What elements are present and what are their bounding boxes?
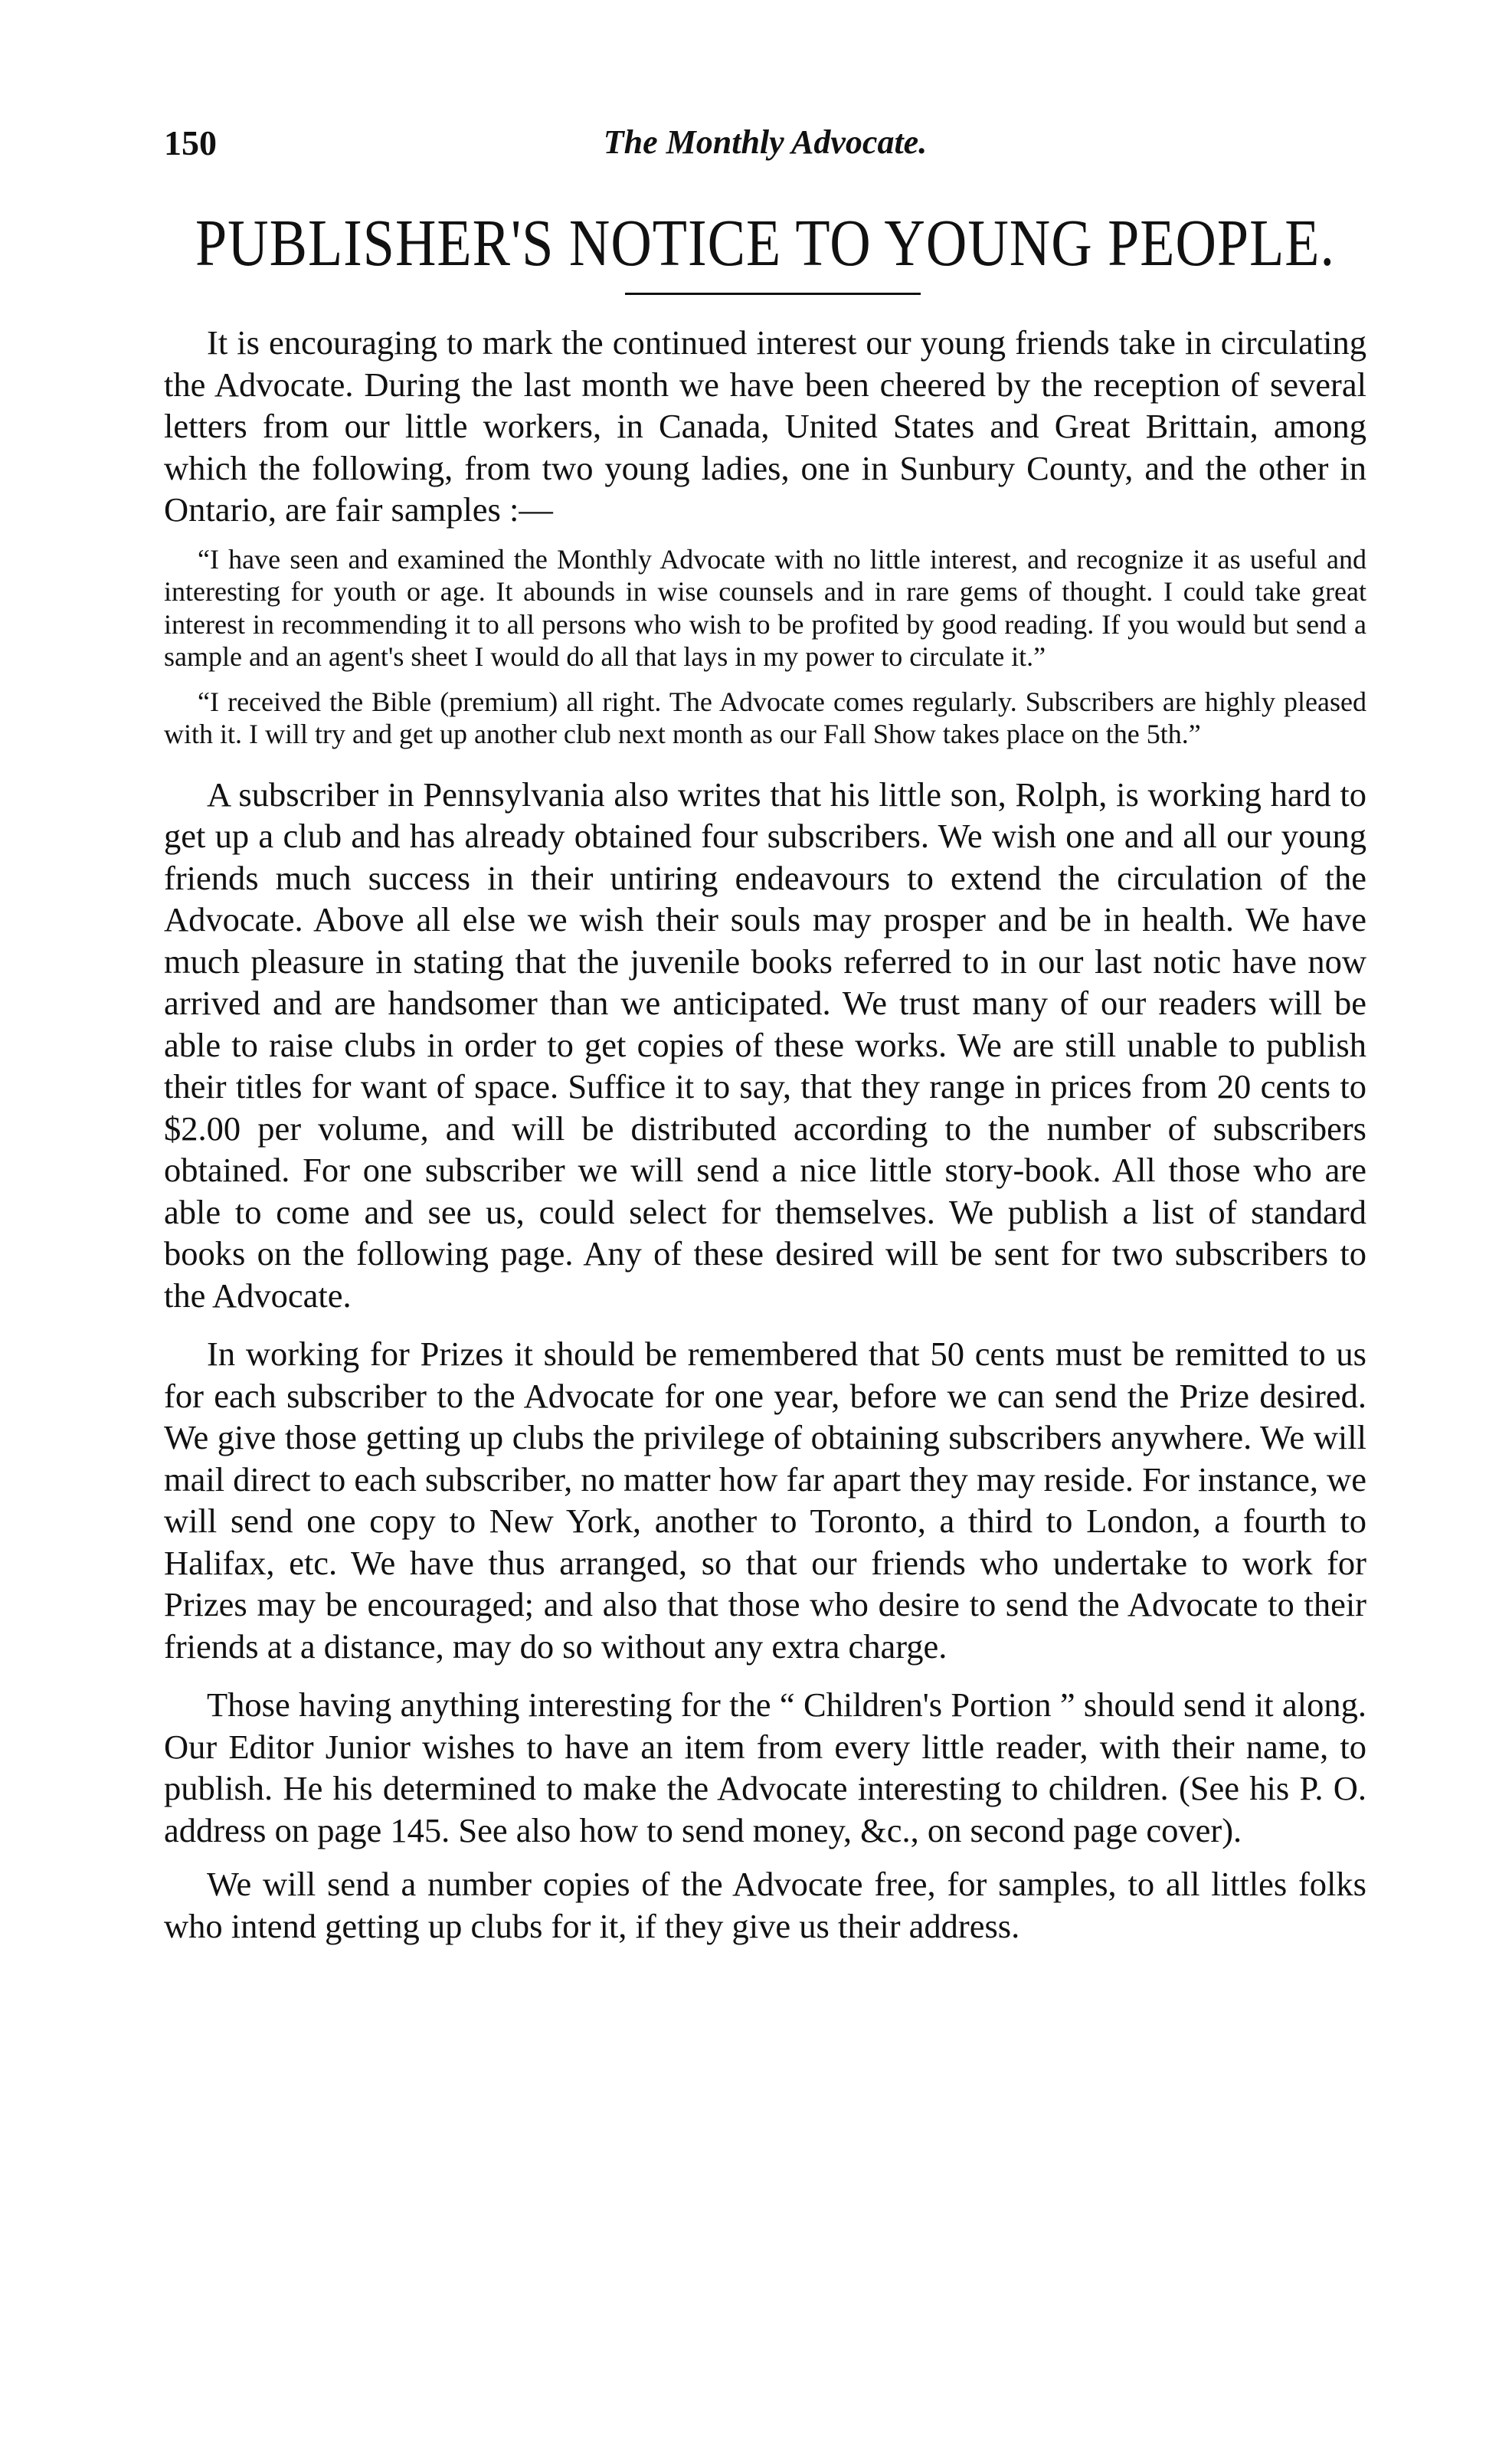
article-body [164,322,1366,1947]
running-head: The Monthly Advocate. [603,123,928,161]
paragraph-prizes: In working for Prizes it should be remembered that 50 cents must be remitted to us for each subscriber to the Advocate for one year, before we can send the Prize desired. We give those getting up clubs the privilege of obtaining subscribers anywhere. We will mail direct to each subscriber, no matter how far apart they may reside. For instance, we will send one copy to New York, another to Toronto, a third to London, a fourth to Halifax, etc. We have thus arranged, so that our friends who undertake to work for Prizes may be encouraged; and also that those who desire to send the Advocate to their friends at a distance, may do so without any extra charge. [164,1335,1366,1666]
paragraph-subscriber: A subscriber in Pennsylvania also writes that his little son, Rolph, is working hard to get up a club and has already obtained four subscribers. We wish one and all our young friends much success in their untiring endeavours to extend the circulation of the Advocate. Above all else we wish their souls may prosper and be in health. We have much pleasure in stating that the juvenile books referred to in our last notic have now arrived and are handsomer than we anticipated. We trust many of our readers will be able to raise clubs in order to get copies of these works. We are still unable to publish their titles for want of space. Suffice it to say, that they range in prices from 20 cents to $2.00 per volume, and will be distributed according to the number of subscribers obtained. For one subscriber we will send a nice little story-book. All those who are able to come and see us, could select for themselves. We publish a list of standard books on the following page. Any of these desired will be sent for two subscribers to the Advocate. [164,775,1366,1315]
quoted-letter-1: “I have seen and examined the Monthly Advocate with no little interest, and recognize it as useful and interesting for youth or age. It abounds in wise counsels and in rare gems of thought. I could take great interest in recommending it to all persons who wish to be profited by good reading. If you would but send a sample and an agent's sheet I would do all that lays in my power to circulate it.” [164,543,1366,672]
page-number: 150 [164,123,217,162]
paragraph-intro: It is encouraging to mark the continued interest our young friends take in circulating the Advocate. During the last month we have been cheered by the reception of several letters from our little workers, in Canada, United States and Great Brittain, among which the following, from two young ladies, one in Sunbury County, and the other in Ontario, are fair samples :— [164,323,1366,529]
article-title: PUBLISHER'S NOTICE TO YOUNG PEOPLE. [195,206,1335,280]
page-header [164,123,1366,169]
title-rule [625,293,921,295]
paragraph-childrens-portion: Those having anything interesting for the “ Children's Portion ” should send it along. Our Editor Junior wishes to have an item from every little reader, with their name, to publish. He his determined to make the Advocate interesting to children. (See his P. O. address on page 145. See also how to send money, &c., on second page cover). [164,1685,1366,1849]
paragraph-samples: We will send a number copies of the Advocate free, for samples, to all littles folks who intend getting up clubs for it, if they give us their address. [164,1865,1366,1945]
quoted-letter-2: “I received the Bible (premium) all right. The Advocate comes regularly. Subscribers are highly pleased with it. I will try and get up another club next month as our Fall Show takes place on the 5th.” [164,686,1366,749]
